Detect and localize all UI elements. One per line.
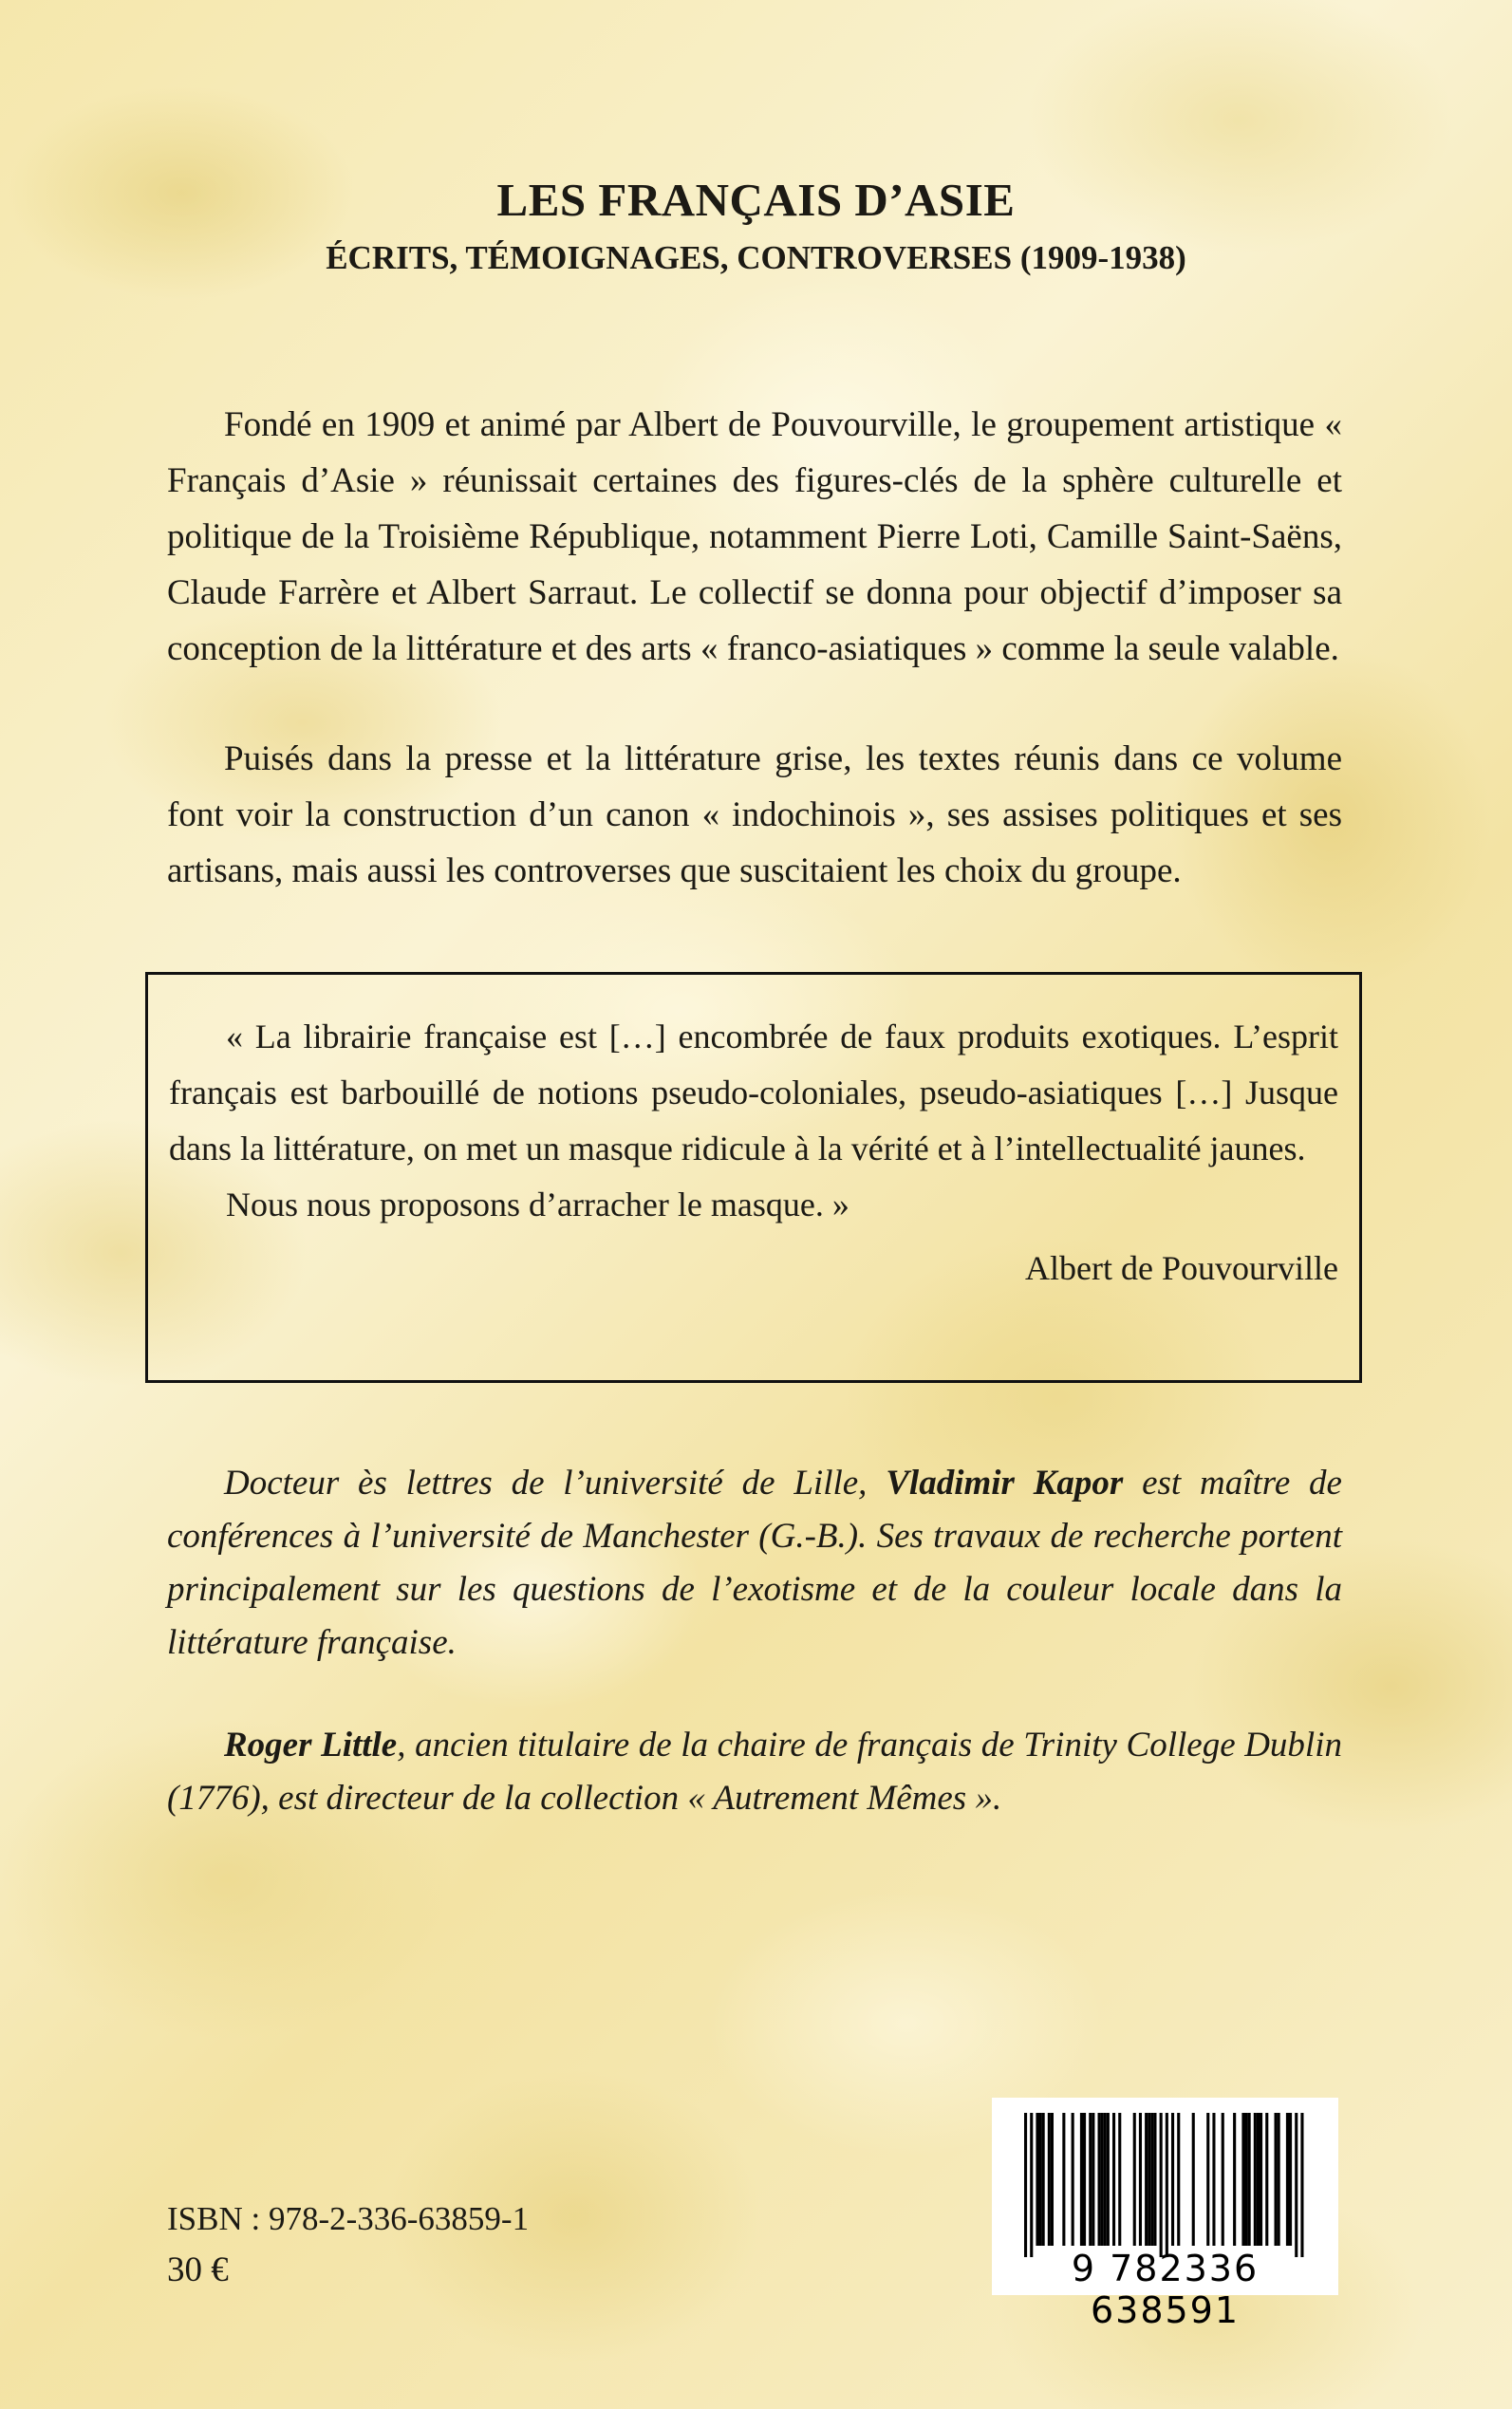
barcode-bar <box>1101 2113 1104 2246</box>
bio1-pre: Docteur ès lettres de l’université de Lille, <box>224 1464 887 1503</box>
barcode-bar <box>1098 2113 1101 2246</box>
barcode-bar <box>1048 2113 1051 2246</box>
barcode-bar <box>1212 2113 1215 2246</box>
barcode-bar <box>1160 2113 1163 2257</box>
barcode-bar <box>1166 2113 1168 2257</box>
barcode-bar <box>1062 2113 1065 2246</box>
barcode-bar <box>1295 2113 1297 2257</box>
bio1-post: est maître de conférences à l’université de Manchester (G.-B.). Ses travaux de recherche portent principalement sur les questions de l’exotisme et de la couleur locale dans la littérature française. <box>167 1464 1342 1662</box>
bio1-author-name: Vladimir Kapor <box>886 1464 1124 1503</box>
author-bio-kapor <box>167 1457 1342 1670</box>
barcode-bar <box>1275 2113 1278 2246</box>
barcode-bar <box>1192 2113 1195 2246</box>
barcode-bar <box>1248 2113 1251 2246</box>
barcode-bar <box>1260 2113 1262 2246</box>
barcode-bar <box>1112 2113 1115 2246</box>
intro-text-2: Puisés dans la presse et la littérature grise, les textes réunis dans ce volume font voir la construction d’un canon « indochinois », ses assises politiques et ses artisans, mais aussi les controverses que suscitaient les choix du groupe. <box>167 739 1342 890</box>
barcode-bar <box>1257 2113 1260 2246</box>
quote-box <box>145 972 1362 1383</box>
barcode-bar <box>1241 2113 1244 2246</box>
barcode <box>992 2098 1338 2331</box>
barcode-bar <box>1265 2113 1268 2246</box>
barcode-bar <box>1153 2113 1156 2246</box>
bio2-post: , ancien titulaire de la chaire de français de Trinity College Dublin (1776), est directeur de la collection « Autrement Mêmes ». <box>167 1726 1342 1818</box>
quote-text-2: Nous nous proposons d’arracher le masque. » <box>226 1186 849 1223</box>
book-title: LES FRANÇAIS D’ASIE <box>496 174 1016 226</box>
quote-text-1: « La librairie française est […] encombrée de faux produits exotiques. L’esprit français est barbouillé de notions pseudo-coloniales, pseudo-asiatiques […] Jusque dans la littérature, on met un masque ridicule à la vérité et à l’intellectualité jaunes. <box>169 1018 1338 1167</box>
barcode-bar <box>1133 2113 1136 2246</box>
barcode-bar <box>1278 2113 1280 2246</box>
barcode-bar <box>1300 2113 1303 2257</box>
barcode-bar <box>1177 2113 1180 2246</box>
barcode-bar <box>1139 2113 1142 2246</box>
barcode-bar <box>1233 2113 1236 2246</box>
barcode-bar <box>1107 2113 1110 2246</box>
barcode-bar <box>1024 2113 1027 2257</box>
barcode-bar <box>1036 2113 1038 2246</box>
intro-paragraph-2 <box>167 731 1342 899</box>
barcode-bars <box>992 2098 1338 2259</box>
price: 30 € <box>167 2250 229 2289</box>
barcode-bar <box>1039 2113 1042 2246</box>
barcode-bar <box>1072 2113 1074 2246</box>
isbn: ISBN : 978-2-336-63859-1 <box>167 2200 530 2237</box>
book-subtitle: ÉCRITS, TÉMOIGNAGES, CONTROVERSES (1909-1938) <box>326 239 1186 276</box>
barcode-bar <box>1118 2113 1121 2246</box>
barcode-bar <box>1254 2113 1257 2246</box>
barcode-bar <box>1222 2113 1224 2246</box>
quote-author: Albert de Pouvourville <box>1025 1249 1338 1287</box>
barcode-bar <box>1080 2113 1083 2246</box>
barcode-bar <box>1289 2113 1292 2246</box>
intro-text-1: Fondé en 1909 et animé par Albert de Pouvourville, le groupement artistique « Français d’Asie » réunissait certaines des figures-clés de la sphère culturelle et politique de la Troisième République, notamment Pierre Loti, Camille Saint-Saëns, Claude Farrère et Albert Sarraut. Le collectif se donna pour objectif d’imposer sa conception de la littérature et des arts « franco-asiatiques » comme la seule valable. <box>167 405 1342 668</box>
barcode-bar <box>1104 2113 1107 2246</box>
barcode-bar <box>1245 2113 1248 2246</box>
barcode-bar <box>1286 2113 1289 2246</box>
barcode-bar <box>1083 2113 1086 2246</box>
barcode-bar <box>1145 2113 1148 2246</box>
barcode-bar <box>1030 2113 1033 2257</box>
barcode-bar <box>1150 2113 1153 2246</box>
bio2-author-name: Roger Little <box>224 1726 398 1765</box>
barcode-bar <box>1092 2113 1094 2246</box>
barcode-bar <box>1051 2113 1054 2246</box>
barcode-bar <box>1171 2113 1174 2246</box>
barcode-bar <box>1089 2113 1092 2246</box>
intro-paragraph-1 <box>167 397 1342 677</box>
barcode-digits: 9 782336 638591 <box>1071 2248 1260 2331</box>
author-bio-little <box>167 1719 1342 1825</box>
barcode-bar <box>1042 2113 1045 2246</box>
barcode-bar <box>1148 2113 1150 2246</box>
barcode-bar <box>1206 2113 1209 2246</box>
